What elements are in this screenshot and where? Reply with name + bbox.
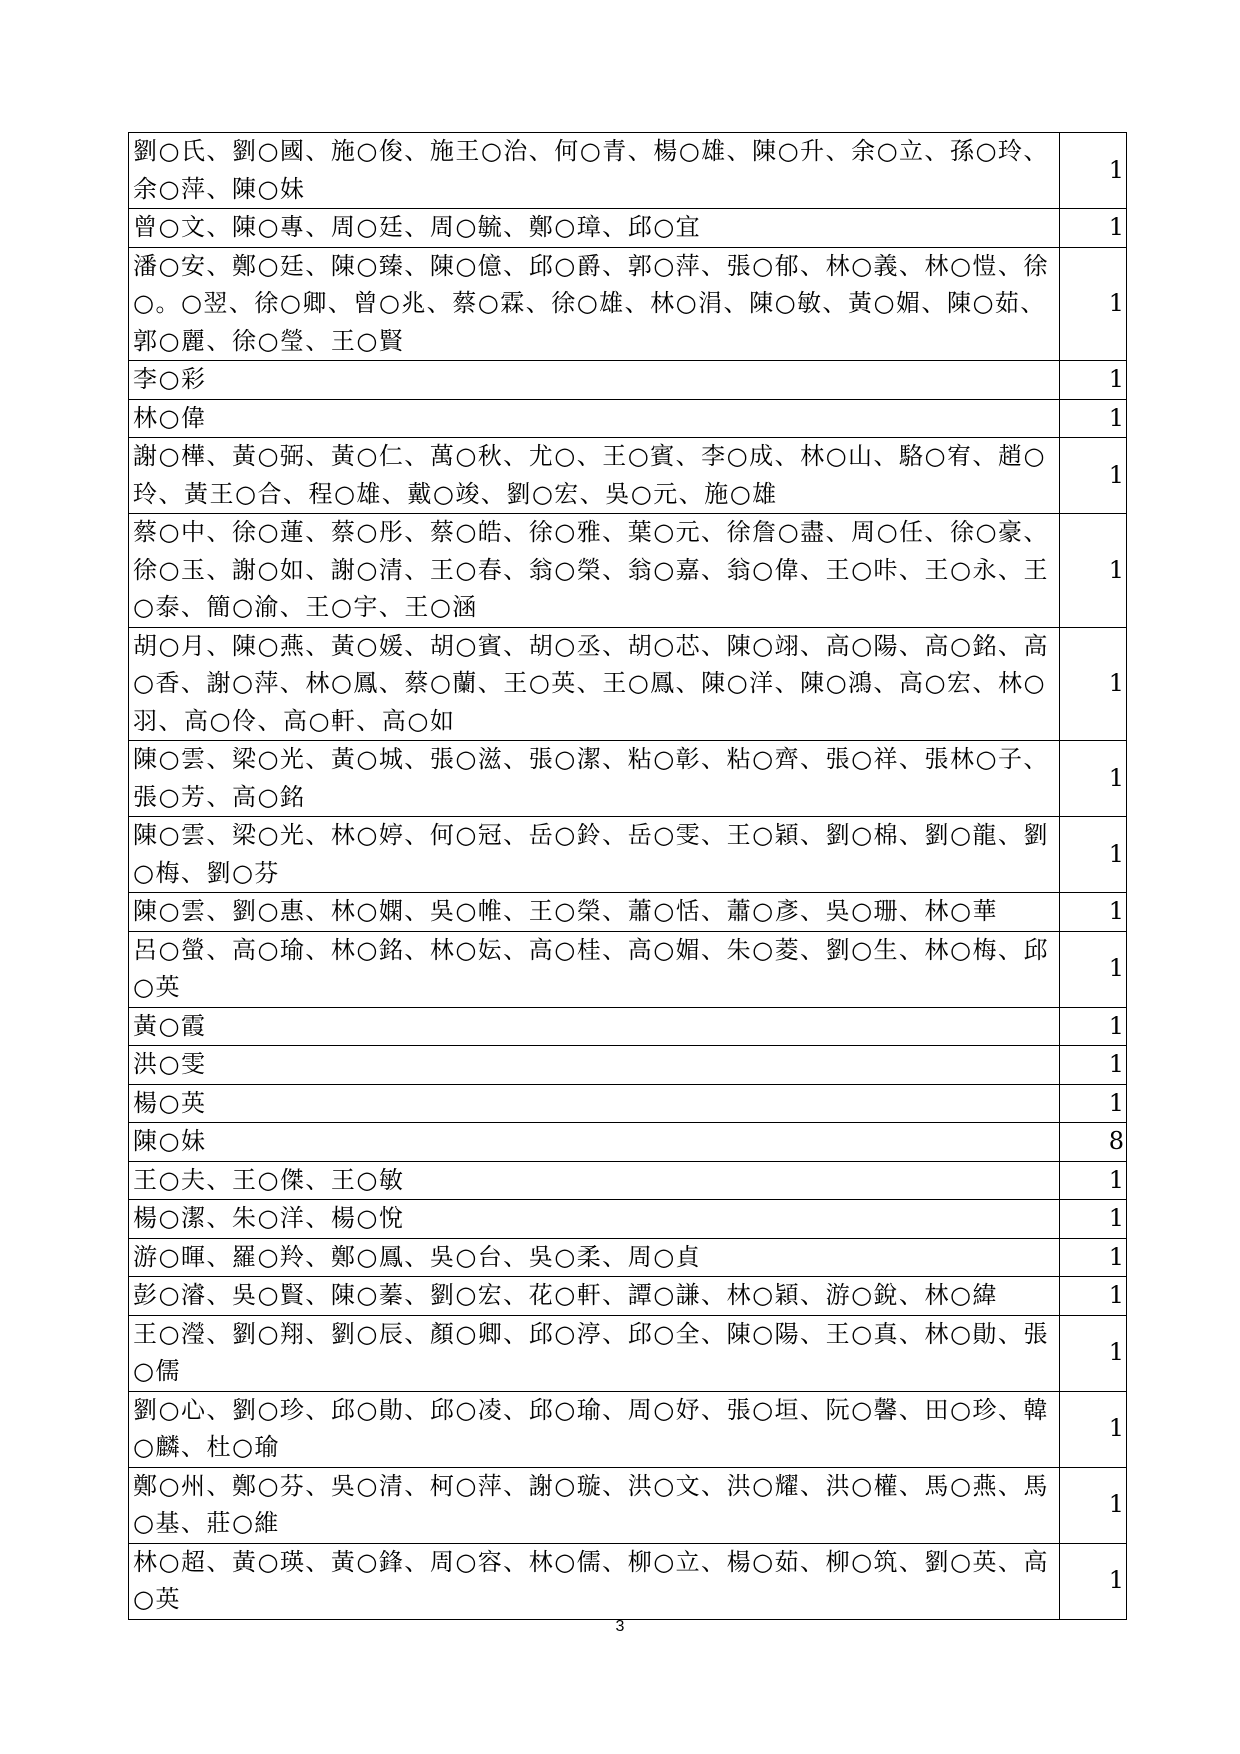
table-row	[129, 247, 1127, 361]
count-cell: 1	[1060, 1084, 1127, 1123]
table-row	[129, 209, 1127, 248]
count-cell: 1	[1060, 1277, 1127, 1316]
count-cell: 1	[1060, 361, 1127, 400]
table-row	[129, 1123, 1127, 1162]
page-number: 3	[615, 1618, 625, 1635]
table-row	[129, 1084, 1127, 1123]
count-cell: 1	[1060, 1200, 1127, 1239]
table-row	[129, 1391, 1127, 1467]
count-cell: 1	[1060, 1315, 1127, 1391]
names-cell: 陳○雲、劉○惠、林○嫻、吳○帷、王○榮、蕭○恬、蕭○彥、吳○珊、林○華	[129, 893, 1060, 932]
count-cell: 1	[1060, 514, 1127, 628]
count-cell: 1	[1060, 817, 1127, 893]
count-cell: 1	[1060, 247, 1127, 361]
table-row	[129, 931, 1127, 1007]
count-cell: 1	[1060, 1007, 1127, 1046]
names-cell: 劉○心、劉○珍、邱○勛、邱○凌、邱○瑜、周○妤、張○垣、阮○馨、田○珍、韓○麟、杜○瑜	[129, 1391, 1060, 1467]
table-row	[129, 361, 1127, 400]
names-cell: 楊○潔、朱○洋、楊○悅	[129, 1200, 1060, 1239]
table-row	[129, 133, 1127, 209]
table-row	[129, 1200, 1127, 1239]
names-cell: 潘○安、鄭○廷、陳○臻、陳○億、邱○爵、郭○萍、張○郁、林○義、林○愷、徐○。○翌、徐○卿、曾○兆、蔡○霖、徐○雄、林○涓、陳○敏、黃○媚、陳○茹、郭○麗、徐○瑩、王○賢	[129, 247, 1060, 361]
count-cell: 1	[1060, 931, 1127, 1007]
names-cell: 劉○氏、劉○國、施○俊、施王○治、何○青、楊○雄、陳○升、余○立、孫○玲、余○萍、陳○妹	[129, 133, 1060, 209]
table-row	[129, 893, 1127, 932]
count-cell: 1	[1060, 627, 1127, 741]
table-row	[129, 438, 1127, 514]
table-row	[129, 1046, 1127, 1085]
names-cell: 蔡○中、徐○蓮、蔡○彤、蔡○皓、徐○雅、葉○元、徐詹○盡、周○任、徐○豪、徐○玉、謝○如、謝○清、王○春、翁○榮、翁○嘉、翁○偉、王○咔、王○永、王○泰、簡○渝、王○宇、王○涵	[129, 514, 1060, 628]
count-cell: 1	[1060, 438, 1127, 514]
table-row	[129, 1238, 1127, 1277]
count-cell: 1	[1060, 1467, 1127, 1543]
names-cell: 陳○妹	[129, 1123, 1060, 1162]
names-cell: 黃○霞	[129, 1007, 1060, 1046]
names-cell: 陳○雲、梁○光、林○婷、何○冠、岳○鈴、岳○雯、王○穎、劉○棉、劉○龍、劉○梅、劉○芬	[129, 817, 1060, 893]
names-cell: 陳○雲、梁○光、黃○城、張○滋、張○潔、粘○彰、粘○齊、張○祥、張林○子、張○芳、高○銘	[129, 741, 1060, 817]
table-row	[129, 1277, 1127, 1316]
table-row	[129, 1161, 1127, 1200]
names-cell: 胡○月、陳○燕、黃○媛、胡○賓、胡○丞、胡○芯、陳○翊、高○陽、高○銘、高○香、謝○萍、林○鳳、蔡○蘭、王○英、王○鳳、陳○洋、陳○鴻、高○宏、林○羽、高○伶、高○軒、高○如	[129, 627, 1060, 741]
names-cell: 游○暉、羅○羚、鄭○鳳、吳○台、吳○柔、周○貞	[129, 1238, 1060, 1277]
names-cell: 林○超、黃○瑛、黃○鋒、周○容、林○儒、柳○立、楊○茹、柳○筑、劉○英、高○英	[129, 1543, 1060, 1619]
table-row	[129, 1467, 1127, 1543]
count-cell: 1	[1060, 893, 1127, 932]
names-cell: 謝○樺、黃○弼、黃○仁、萬○秋、尤○、王○賓、李○成、林○山、駱○宥、趙○玲、黃王○合、程○雄、戴○竣、劉○宏、吳○元、施○雄	[129, 438, 1060, 514]
names-cell: 李○彩	[129, 361, 1060, 400]
names-cell: 彭○濬、吳○賢、陳○蓁、劉○宏、花○軒、譚○謙、林○穎、游○銳、林○緯	[129, 1277, 1060, 1316]
names-cell: 王○瀅、劉○翔、劉○辰、顏○卿、邱○渟、邱○全、陳○陽、王○真、林○勛、張○儒	[129, 1315, 1060, 1391]
table-row	[129, 741, 1127, 817]
count-cell: 1	[1060, 1391, 1127, 1467]
names-table	[128, 132, 1127, 1620]
table-row	[129, 1007, 1127, 1046]
count-cell: 1	[1060, 1046, 1127, 1085]
count-cell: 1	[1060, 1238, 1127, 1277]
names-cell: 鄭○州、鄭○芬、吳○清、柯○萍、謝○璇、洪○文、洪○耀、洪○權、馬○燕、馬○基、莊○維	[129, 1467, 1060, 1543]
names-cell: 曾○文、陳○專、周○廷、周○毓、鄭○璋、邱○宜	[129, 209, 1060, 248]
count-cell: 1	[1060, 209, 1127, 248]
names-cell: 洪○雯	[129, 1046, 1060, 1085]
count-cell: 8	[1060, 1123, 1127, 1162]
names-cell: 王○夫、王○傑、王○敏	[129, 1161, 1060, 1200]
table-body	[129, 133, 1127, 1620]
names-cell: 楊○英	[129, 1084, 1060, 1123]
count-cell: 1	[1060, 1161, 1127, 1200]
table-row	[129, 817, 1127, 893]
table-row	[129, 514, 1127, 628]
names-cell: 呂○螢、高○瑜、林○銘、林○妘、高○桂、高○媚、朱○菱、劉○生、林○梅、邱○英	[129, 931, 1060, 1007]
count-cell: 1	[1060, 1543, 1127, 1619]
count-cell: 1	[1060, 741, 1127, 817]
table-row	[129, 627, 1127, 741]
count-cell: 1	[1060, 133, 1127, 209]
table-row	[129, 399, 1127, 438]
names-cell: 林○偉	[129, 399, 1060, 438]
table-row	[129, 1543, 1127, 1619]
table-row	[129, 1315, 1127, 1391]
count-cell: 1	[1060, 399, 1127, 438]
